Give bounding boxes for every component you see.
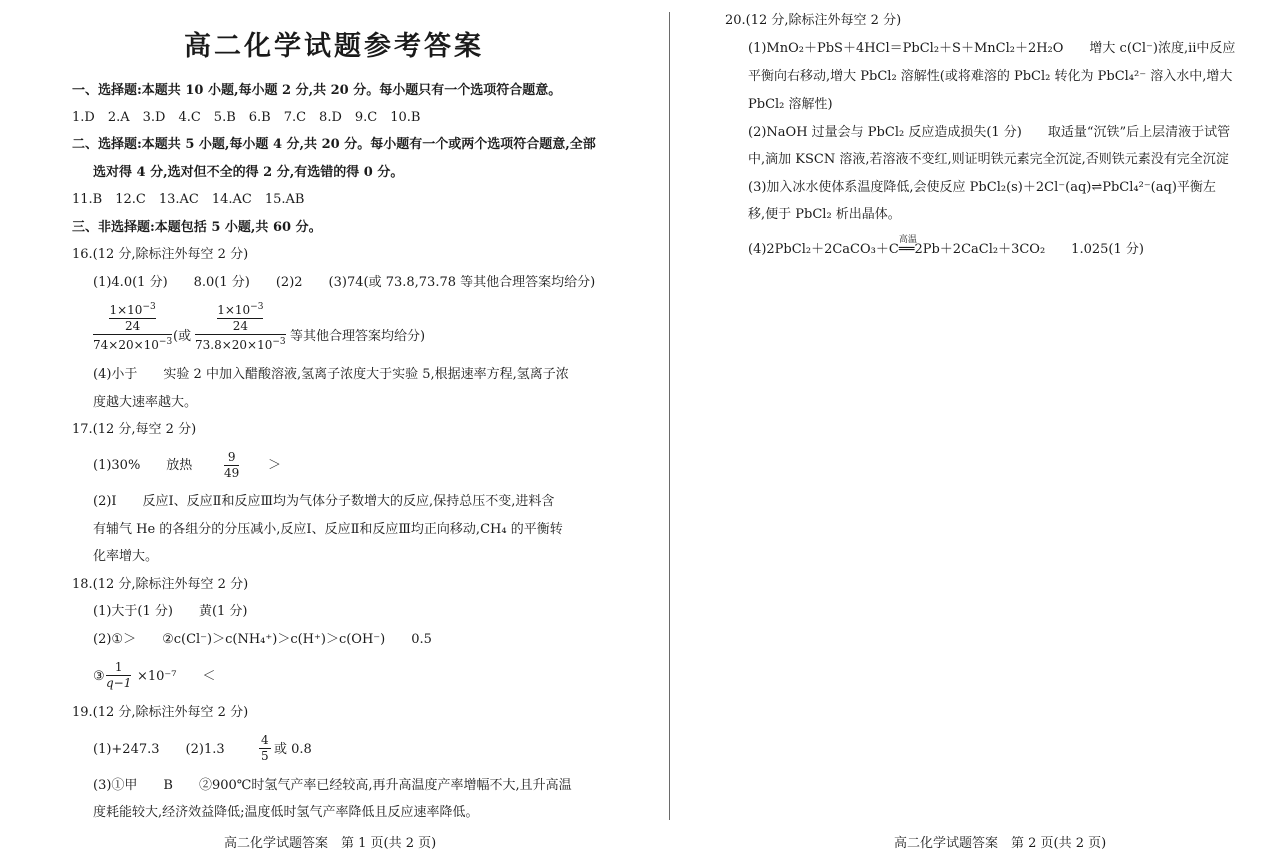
q18-heading: 18.(12 分,除标注外每空 2 分) [72, 577, 249, 592]
section-2-answers: 11.B 12.C 13.AC 14.AC 15.AB [72, 192, 305, 207]
q17-line-1a: (1)30% 放热 [93, 458, 193, 473]
q19-line-2b: 度耗能较大,经济效益降低;温度低时氢气产率降低且反应速率降低。 [93, 805, 479, 820]
q18-line-3-pre: ③ [93, 669, 105, 684]
q16-fraction-1: $1\times 10^{-3}$ 24 $74\times 20\times 10^{-3}$ [93, 302, 173, 352]
page-2-footer: 高二化学试题答案 第 2 页(共 2 页) [894, 836, 1107, 851]
section-1-answers: 1.D 2.A 3.D 4.C 5.B 6.B 7.C 8.D 9.C 10.B [72, 110, 421, 125]
q20-line-3: PbCl₂ 溶解性) [748, 97, 833, 112]
q16-line-1: (1)4.0(1 分) 8.0(1 分) (2)2 (3)74(或 73.8,73.78 等其他合理答案均给分) [93, 275, 596, 290]
q20-line-5: 中,滴加 KSCN 溶液,若溶液不变红,则证明铁元素完全沉淀,否则铁元素没有完全沉淀 [748, 152, 1229, 167]
q20-heading: 20.(12 分,除标注外每空 2 分) [725, 13, 902, 28]
q16-tail: 等其他合理答案均给分) [290, 329, 426, 344]
q17-line-1b: ＞ [268, 458, 282, 473]
q18-line-3-post: ×10⁻⁷ ＜ [137, 669, 216, 684]
reaction-equals-sign: ══ [898, 242, 915, 257]
q20-line-1: (1)MnO₂＋PbS＋4HCl＝PbCl₂＋S＋MnCl₂＋2H₂O 增大 c(Cl⁻)浓度,ⅱ中反应 [748, 41, 1236, 56]
q20-line-8 [748, 235, 1144, 259]
page-2 [672, 0, 1283, 861]
section-2-heading-cont: 选对得 4 分,选对但不全的得 2 分,有选错的得 0 分。 [93, 165, 404, 180]
q16-line-4b: 度越大速率越大。 [93, 395, 198, 410]
section-2-heading: 二、选择题:本题共 5 小题,每小题 4 分,共 20 分。每小题有一个或两个选项符合题意,全部 [72, 137, 596, 152]
q20-line-6: (3)加入冰水使体系温度降低,会使反应 PbCl₂(s)＋2Cl⁻(aq)⇌PbCl₄²⁻(aq)平衡左 [748, 180, 1216, 195]
q17-line-2c: 化率增大。 [93, 549, 159, 564]
reaction-condition [898, 235, 917, 259]
q20-line-8a: (4)2PbCl₂＋2CaCO₃＋C [748, 242, 899, 257]
q19-heading: 19.(12 分,除标注外每空 2 分) [72, 705, 249, 720]
q17-fraction: $\frac{9}{49}$ [224, 450, 240, 480]
q16-or: (或 [173, 329, 192, 344]
q16-fraction-2: $1\times 10^{-3}$ 24 $73.8\times 20\times 10^{-3}$ [195, 302, 286, 352]
page-title: 高二化学试题参考答案 [184, 31, 484, 62]
column-divider [669, 12, 670, 820]
q16-line-4a: (4)小于 实验 2 中加入醋酸溶液,氢离子浓度大于实验 5,根据速率方程,氢离子浓 [93, 367, 569, 382]
q17-heading: 17.(12 分,每空 2 分) [72, 422, 197, 437]
q20-line-8b: 2Pb＋2CaCl₂＋3CO₂ 1.025(1 分) [914, 242, 1144, 257]
q19-line-1a: (1)+247.3 (2)1.3 [93, 742, 225, 757]
q16-heading: 16.(12 分,除标注外每空 2 分) [72, 247, 249, 262]
q17-line-2b: 有辅气 He 的各组分的分压减小,反应Ⅰ、反应Ⅱ和反应Ⅲ均正向移动,CH₄ 的平衡转 [93, 522, 563, 537]
q18-line-1: (1)大于(1 分) 黄(1 分) [93, 604, 248, 619]
q20-line-4: (2)NaOH 过量会与 PbCl₂ 反应造成损失(1 分) 取适量“沉铁”后上层清液于试管 [748, 125, 1231, 140]
q18-fraction: $\frac{1}{q-1}$ [106, 660, 132, 690]
q20-line-7: 移,便于 PbCl₂ 析出晶体。 [748, 207, 901, 222]
q20-line-2: 平衡向右移动,增大 PbCl₂ 溶解性(或将难溶的 PbCl₂ 转化为 PbCl₄²⁻ 溶入水中,增大 [748, 69, 1233, 84]
q18-line-2: (2)①＞ ②c(Cl⁻)＞c(NH₄⁺)＞c(H⁺)＞c(OH⁻) 0.5 [93, 632, 432, 647]
section-1-heading: 一、选择题:本题共 10 小题,每小题 2 分,共 20 分。每小题只有一个选项符合题意。 [72, 83, 562, 98]
q19-fraction: $\frac{4}{5}$ [261, 733, 269, 763]
q19-line-1b: 或 0.8 [274, 742, 312, 757]
page-1-footer: 高二化学试题答案 第 1 页(共 2 页) [224, 836, 437, 851]
q19-line-2a: (3)①甲 B ②900℃时氢气产率已经较高,再升高温度产率增幅不大,且升高温 [93, 778, 572, 793]
q17-line-2a: (2)Ⅰ 反应Ⅰ、反应Ⅱ和反应Ⅲ均为气体分子数增大的反应,保持总压不变,进料含 [93, 494, 555, 509]
reaction-condition-label: 高温 [898, 235, 917, 245]
section-3-heading: 三、非选择题:本题包括 5 小题,共 60 分。 [72, 220, 322, 235]
